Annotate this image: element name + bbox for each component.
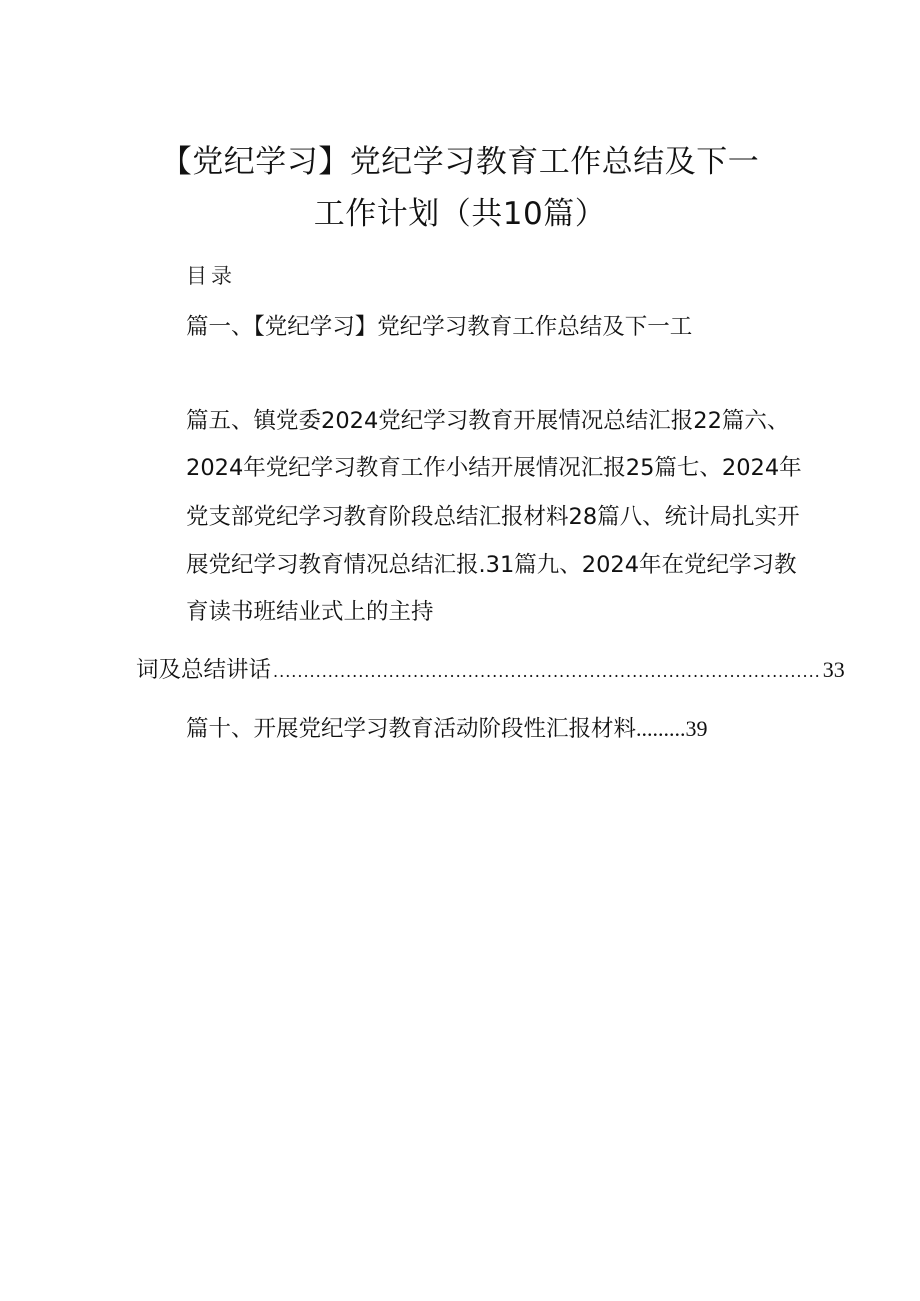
toc-line-4[interactable]: 党支部党纪学习教育阶段总结汇报材料28篇八、统计局扎实开 bbox=[186, 504, 800, 530]
toc-heading: 目录 bbox=[186, 264, 236, 288]
document-title-line-2: 工作计划（共10篇） bbox=[313, 196, 607, 232]
toc-line-5[interactable]: 展党纪学习教育情况总结汇报.31篇九、2024年在党纪学习教 bbox=[186, 552, 797, 578]
toc-entry-speech[interactable] bbox=[136, 655, 845, 687]
toc-line-1[interactable]: 篇一、【党纪学习】党纪学习教育工作总结及下一工 bbox=[186, 314, 693, 340]
toc-page-number: 39 bbox=[685, 716, 708, 741]
toc-line-3[interactable]: 2024年党纪学习教育工作小结开展情况汇报25篇七、2024年 bbox=[186, 455, 802, 481]
toc-entry-text: 篇十、开展党纪学习教育活动阶段性汇报材料 bbox=[186, 716, 637, 742]
toc-page-number: 33 bbox=[822, 657, 845, 682]
toc-dot-leader: ......... bbox=[636, 716, 686, 741]
toc-line-2[interactable]: 篇五、镇党委2024党纪学习教育开展情况总结汇报22篇六、 bbox=[186, 408, 790, 434]
toc-entry-ten[interactable] bbox=[186, 714, 708, 744]
toc-entry-text: 词及总结讲话 bbox=[136, 657, 272, 683]
toc-line-6[interactable]: 育读书班结业式上的主持 bbox=[186, 599, 434, 625]
document-title-line-1: 【党纪学习】党纪学习教育工作总结及下一 bbox=[160, 144, 760, 180]
toc-dot-leader: .......................................................................................... bbox=[273, 662, 821, 681]
